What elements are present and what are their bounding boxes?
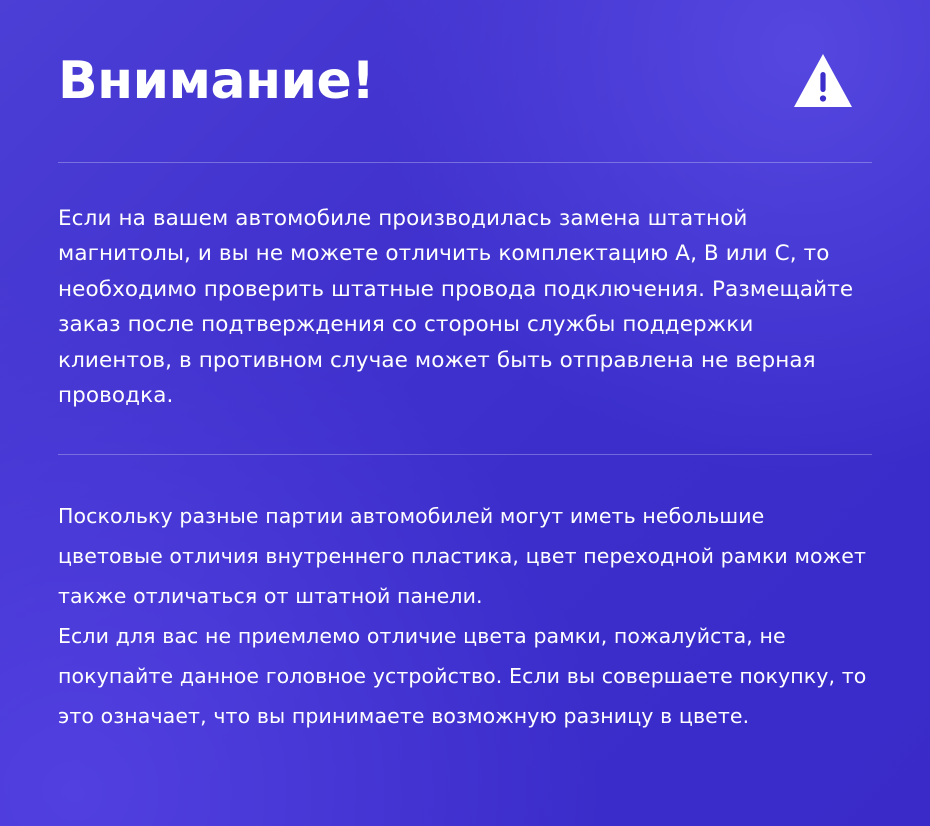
paragraph: Если для вас не приемлемо отличие цвета рамки, пожалуйста, не покупайте данное головное устройство. Если вы совершаете покупку, то это означает, что вы принимаете возможную разницу в цвете. [58, 623, 867, 728]
paragraph: Поскольку разные партии автомобилей могут иметь небольшие цветовые отличия внутреннего пластика, цвет переходной рамки может также отличаться от штатной панели. [58, 503, 867, 608]
page-title: Внимание! [58, 50, 375, 111]
section-color-warning [58, 497, 872, 737]
section-wiring-warning [58, 201, 872, 414]
paragraph: Если на вашем автомобиле производилась замена штатной магнитолы, и вы не можете отличить комплектацию A, B или C, то необходимо проверить штатные провода подключения. Размещайте заказ после подтверждения со стороны службы поддержки клиентов, в противном случае может быть отправлена не верная проводка. [58, 206, 854, 409]
banner-header [58, 0, 872, 110]
divider-middle [58, 454, 872, 455]
divider-top [58, 162, 872, 163]
warning-triangle-icon [792, 52, 854, 110]
